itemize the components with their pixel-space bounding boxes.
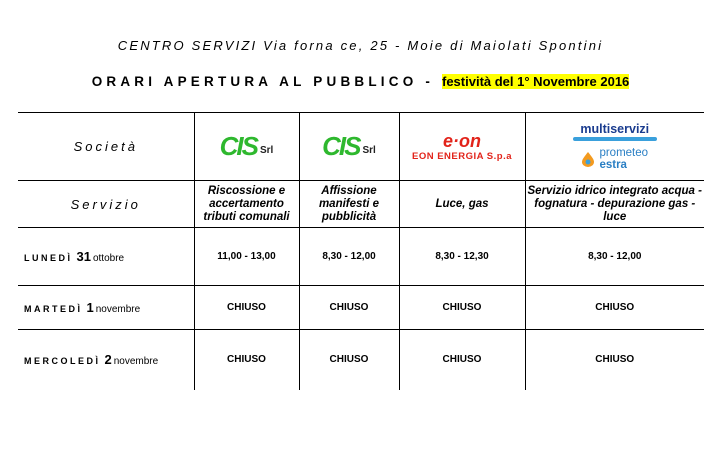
company-cis-2 xyxy=(299,113,399,181)
hours-cell: CHIUSO xyxy=(299,286,399,330)
company-row xyxy=(18,113,704,181)
table-row xyxy=(18,286,704,330)
page-title xyxy=(0,74,721,89)
hours-cell: 8,30 - 12,00 xyxy=(525,228,704,286)
eon-subtitle: EON ENERGIA S.p.a xyxy=(412,151,512,162)
eon-logo: e·on xyxy=(443,131,481,151)
multiservizi-logo: multiservizi xyxy=(580,121,650,136)
cis-logo: CIS Srl xyxy=(219,131,274,161)
service-row xyxy=(18,181,704,228)
prometeo-estra-logo: prometeo estra xyxy=(581,147,648,171)
societa-label: Società xyxy=(18,113,194,181)
hours-cell: CHIUSO xyxy=(194,330,299,390)
cis-logo: CIS Srl xyxy=(322,131,376,161)
multiservizi-bar xyxy=(573,137,657,141)
service-cell: Riscossione e accertamento tributi comunali xyxy=(194,181,299,228)
hours-cell: CHIUSO xyxy=(525,286,704,330)
title-highlight: festività del 1° Novembre 2016 xyxy=(442,74,630,89)
office-address: CENTRO SERVIZI Via forna ce, 25 - Moie di Maiolati Spontini xyxy=(117,38,604,53)
table-row xyxy=(18,228,704,286)
servizio-label: Servizio xyxy=(18,181,194,228)
hours-cell: 8,30 - 12,00 xyxy=(299,228,399,286)
table-row xyxy=(18,330,704,390)
service-cell: Servizio idrico integrato acqua - fognatura - depurazione gas - luce xyxy=(525,181,704,228)
company-cis-1 xyxy=(194,113,299,181)
hours-cell: CHIUSO xyxy=(399,286,525,330)
hours-cell: 8,30 - 12,30 xyxy=(399,228,525,286)
day-cell: MERCOLEDÌ 2 novembre xyxy=(18,330,194,390)
company-eon xyxy=(399,113,525,181)
hours-cell: CHIUSO xyxy=(194,286,299,330)
day-cell: LUNEDÌ 31 ottobre xyxy=(18,228,194,286)
hours-cell: CHIUSO xyxy=(299,330,399,390)
hours-cell: 11,00 - 13,00 xyxy=(194,228,299,286)
service-cell: Luce, gas xyxy=(399,181,525,228)
drop-icon xyxy=(581,151,595,167)
hours-cell: CHIUSO xyxy=(525,330,704,390)
opening-hours-table xyxy=(18,112,704,390)
day-cell: MARTEDÌ 1 novembre xyxy=(18,286,194,330)
hours-cell: CHIUSO xyxy=(399,330,525,390)
service-cell: Affissione manifesti e pubblicità xyxy=(299,181,399,228)
company-multiservizi-estra xyxy=(525,113,704,181)
title-text: ORARI APERTURA AL PUBBLICO - xyxy=(91,74,442,89)
